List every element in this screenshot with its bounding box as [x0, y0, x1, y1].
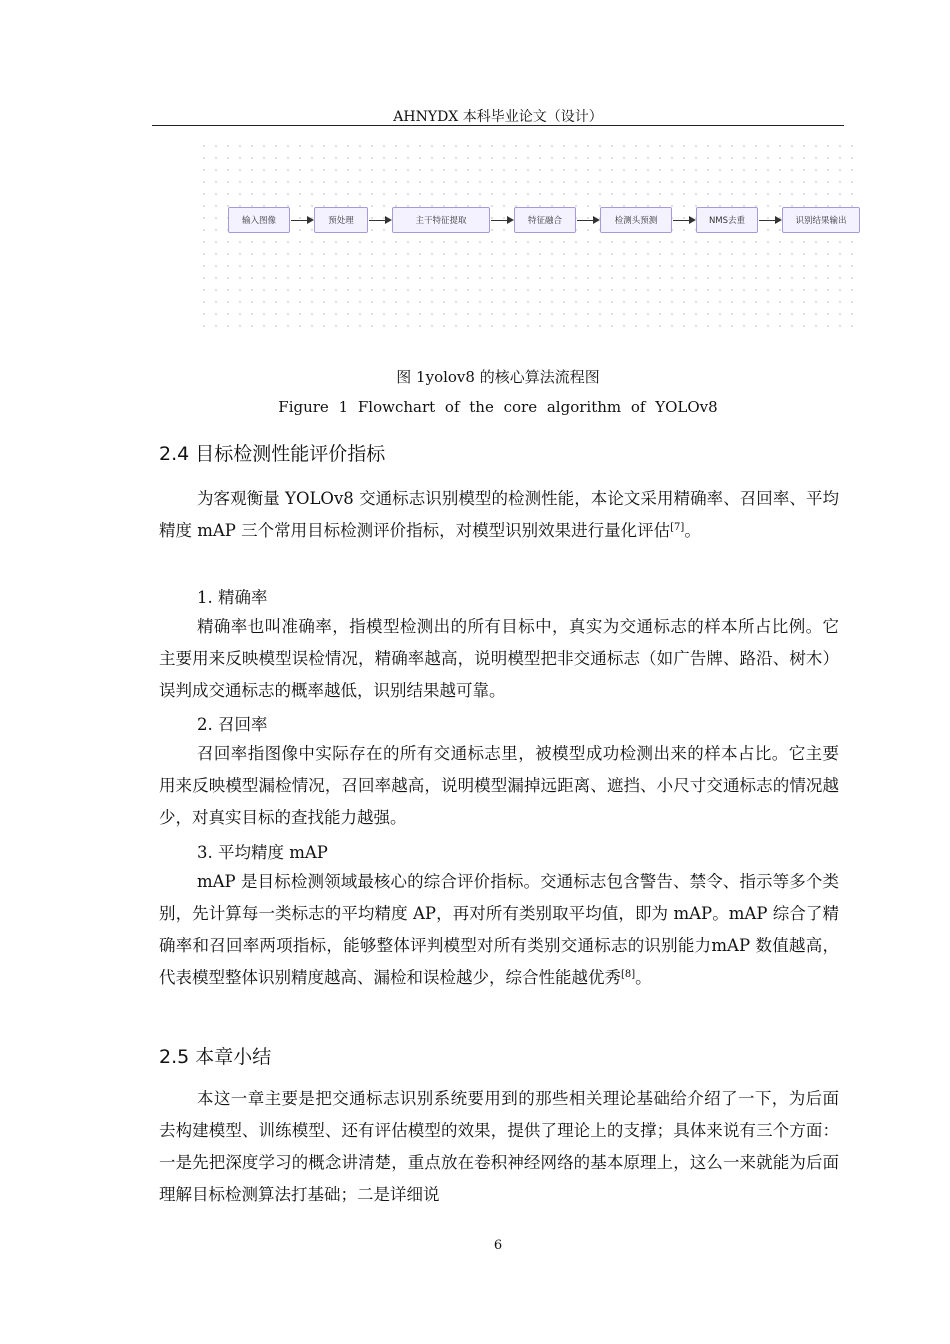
flow-node: 识别结果输出 [782, 207, 860, 233]
running-header: AHNYDX 本科毕业论文（设计） [393, 109, 603, 125]
flowchart-figure [198, 140, 862, 332]
figure-caption-cn: 图 1yolov8 的核心算法流程图 [396, 368, 600, 386]
flow-node: 预处理 [314, 207, 368, 233]
paragraph-recall: 召回率指图像中实际存在的所有交通标志里，被模型成功检测出来的样本占比。它主要用来反映模型漏检情况，召回率越高，说明模型漏掉远距离、遮挡、小尺寸交通标志的情况越少，对真实目标的查找能力越强。 [159, 744, 839, 827]
figure-caption-en: Figure 1 Flowchart of the core algorithm of YOLOv8 [278, 398, 718, 416]
flow-node: NMS去重 [696, 207, 758, 233]
paragraph-summary: 本这一章主要是把交通标志识别系统要用到的那些相关理论基础给介绍了一下，为后面去构建模型、训练模型、还有评估模型的效果，提供了理论上的支撑；具体来说有三个方面：一是先把深度学习的概念讲清楚，重点放在卷积神经网络的基本原理上，这么一来就能为后面理解目标检测算法打基础；二是详细说 [159, 1089, 839, 1204]
flow-arrow [576, 215, 600, 225]
header-rule [152, 125, 844, 126]
flow-arrow [672, 215, 696, 225]
flow-arrow [290, 215, 314, 225]
section-heading-2-5: 2.5 本章小结 [159, 1046, 272, 1068]
flow-node: 特征融合 [514, 207, 576, 233]
paragraph-map [159, 866, 839, 994]
flow-arrow [490, 215, 514, 225]
flow-arrow [368, 215, 392, 225]
flow-node: 输入图像 [228, 207, 290, 233]
map-text: mAP 是目标检测领域最核心的综合评价指标。交通标志包含警告、禁令、指示等多个类别，先计算每一类标志的平均精度 AP，再对所有类别取平均值，即为 mAP。mAP 综合了精确率和召回率两项指标，能够整体评判模型对所有类别交通标志的识别能力mAP 数值越高，代表模型整体识别精度越高、漏检和误检越少，综合性能越优秀 [159, 872, 839, 987]
map-end: 。 [635, 968, 652, 987]
citation-8: [8] [621, 969, 636, 980]
intro-text: 为客观衡量 YOLOv8 交通标志识别模型的检测性能，本论文采用精确率、召回率、平均精度 mAP 三个常用目标检测评价指标，对模型识别效果进行量化评估 [159, 489, 839, 540]
intro-end: 。 [684, 521, 701, 540]
flowchart [228, 207, 860, 233]
list-item-map: 3. 平均精度 mAP [197, 843, 328, 862]
page-number: 6 [493, 1238, 503, 1253]
citation-7: [7] [670, 522, 685, 533]
list-item-precision: 1. 精确率 [197, 588, 268, 607]
flow-node: 主干特征提取 [392, 207, 490, 233]
paragraph-intro [159, 483, 839, 547]
paragraph-precision: 精确率也叫准确率，指模型检测出的所有目标中，真实为交通标志的样本所占比例。它主要用来反映模型误检情况，精确率越高，说明模型把非交通标志（如广告牌、路沿、树木）误判成交通标志的概率越低，识别结果越可靠。 [159, 617, 839, 700]
flow-arrow [758, 215, 782, 225]
section-heading-2-4: 2.4 目标检测性能评价指标 [159, 443, 386, 465]
list-item-recall: 2. 召回率 [197, 715, 268, 734]
flow-node: 检测头预测 [600, 207, 672, 233]
